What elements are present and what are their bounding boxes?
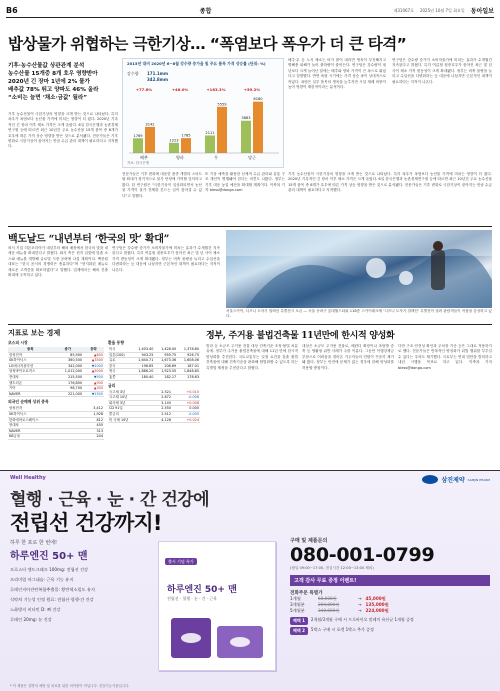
fx-table-cell: 1,848.85 <box>177 369 200 375</box>
arrow-icon: → <box>358 608 362 613</box>
rate-table-cell: CD 91일 <box>108 406 149 412</box>
stock-table-cell: 현대차 <box>8 374 53 380</box>
price-old: 340,000원 <box>318 608 340 613</box>
fx-table-cell: 1,428.00 <box>154 347 177 352</box>
stock-table-wrap <box>8 340 104 440</box>
stock-table-row <box>8 391 104 397</box>
ad-feature-1: 프로스타 앤드크래프 100mg: 전립선 건강 <box>10 567 89 572</box>
section-name: 종합 <box>199 8 212 15</box>
rate-table-row <box>108 417 200 423</box>
foreign-table-title: 외국인 순매매 상위 종목 <box>8 399 49 405</box>
ad-feature-6: 루테인 20mg: 눈 건강 <box>10 617 52 622</box>
rate-table-cell: 콜금리 <box>108 411 149 417</box>
foreign-table-cell: 1,928 <box>78 411 104 417</box>
stock-th-change: 등락 <box>83 347 104 352</box>
fx-table <box>108 347 200 381</box>
stock-table-cell: 삼성전자 <box>8 352 53 358</box>
stock-table-cell: ▲300 <box>83 386 104 392</box>
chart-value-label: 3142 <box>145 122 155 127</box>
ad-intro: 하루 한 포로 한 번에! <box>10 540 58 546</box>
chart-value-label: 1769 <box>133 133 143 138</box>
stock-table-cell: ▲5000 <box>83 369 104 375</box>
stock-table-cell: ▲800 <box>83 352 104 358</box>
rate-table-cell: -0.006 <box>172 395 200 401</box>
fx-table-wrap <box>108 340 200 423</box>
foreign-table-row <box>8 434 104 440</box>
main-headline: 밥상물가 위협하는 극한기상… “폭염보다 폭우가 더 큰 타격” <box>8 35 407 53</box>
rate-table-cell: 2.512 <box>149 411 172 417</box>
rate-table-cell: 2.550 <box>149 406 172 412</box>
page-number: B6 <box>6 6 18 15</box>
benefit-2-label: 혜택 2 <box>290 627 308 635</box>
chart-badge: +59.2% <box>243 87 261 92</box>
price-qty: 1개월 <box>290 596 301 601</box>
sale-tag-text: 출시 기념 특가 <box>165 558 197 565</box>
foreign-table-cell: 313 <box>78 428 104 434</box>
fx-table-row <box>108 374 200 380</box>
call-label: 구매 및 제품문의 <box>290 538 328 544</box>
price-new: 135,000원 <box>365 602 389 607</box>
rate-table-cell: +0.024 <box>172 417 200 423</box>
stock-table-cell: SK하이닉스 <box>8 358 53 364</box>
body-col-2: 연구팀은 강수량 증가가 소비자물가에 미치는 효과가 수개월간 지속된다고 밝혔다. 특히 여름철 집중호우가 잦아진 최근 몇 년 사이 채소 가격 변동성이 크게 확대됐다. 정부는 비축 물량을 늘리고 수입선을 다변화하는 등 대응에 나섰지만 근본적인 대책이 필요하다는 지적이 나온다. <box>392 58 492 84</box>
ad-footnote: * 이 제품은 질병의 예방 및 치료를 위한 의약품이 아닙니다. 건강기능식품입니다. <box>10 684 130 688</box>
rain-2020: 342.8mm <box>147 77 168 82</box>
ad-headline-1: 혈행 · 근육 · 눈 · 간 건강에 <box>10 490 210 510</box>
stock-table-cell: NAVER <box>8 391 53 397</box>
chart-bar-당근-2015 <box>241 121 251 153</box>
ad-feature-4: 식약처 기능성 인정 원료: 전립선·혈행·간 건강 <box>10 597 94 602</box>
foreign-table <box>8 406 104 440</box>
chart-caption: 2015년 대비 2020년 6~8월 강수량 증가율 및 주요 품목 가격 상승률 (단위: %) <box>127 61 266 66</box>
chart-bar-당근-2020 <box>253 102 263 153</box>
stock-table-cell: 셀트리온 <box>8 380 53 386</box>
chart-bar-배추-2015 <box>133 138 143 153</box>
ad-feature-3: 루테인지아잔틴복합추출물: 황반색소밀도 유지 <box>10 587 95 592</box>
chart-value-label: 5559 <box>217 102 227 107</box>
fx-table-cell: 943.25 <box>132 352 155 358</box>
price-old: 204,000원 <box>318 602 340 607</box>
ad-headline-2: 전립선 건강까지! <box>10 511 162 535</box>
chart-category-label: 당근 <box>248 155 256 160</box>
body-col-4: 또 기상 예측을 활용한 선제적 수급 관리와 유통 구조 개선이 병행돼야 한다는 의견도 나왔다. 정부는 기후 대응 농업 예산을 확대할 계획이다. 이축복 기자 bless@donga.com <box>205 172 285 193</box>
phone-number[interactable]: 080-001-0799 <box>290 544 435 566</box>
stock-table-cell: 85,900 <box>53 352 83 358</box>
rate-table-cell: 국고채 10년 <box>108 395 149 401</box>
ad-brand: Well Healthy <box>10 475 46 481</box>
exhibit-photo <box>226 230 492 308</box>
fx-table-cell: 926.75 <box>177 352 200 358</box>
arrow-icon: → <box>358 602 362 607</box>
stock-table-cell: 1,012,000 <box>53 369 83 375</box>
stock-table-cell: 98,700 <box>53 386 83 392</box>
stock-table-cell: 삼성바이오로직스 <box>8 369 53 375</box>
body-col-1: 배추·무 등 노지 채소는 비가 많이 내리면 생육이 부진해지고 병해충 피해가 늘어 출하량이 줄어든다. 연구팀은 강수량이 평년보다 크게 늘어난 달에는 배추와 양파 가격이 큰 폭으로 뛰었다고 설명했다. 반면 폭염 시기에는 가격 상승 폭이 상대적으로 작았다. 폭염은 일부 품목의 생육을 늦추지만 시설 재배 비중이 높아 영향이 제한적이라는 분석이다. <box>288 58 386 90</box>
rate-table-cell: 미 국채 10년 <box>108 417 149 423</box>
fx-table-title: 환율 동향 <box>108 340 124 345</box>
price-new: 45,000원 <box>365 596 386 601</box>
foreign-table-cell: 한화에어로스페이스 <box>8 417 78 423</box>
chart-source: 자료: 한국은행 <box>127 161 149 165</box>
fx-table-cell: 1,378.80 <box>177 347 200 352</box>
fx-table-cell: 959.75 <box>154 352 177 358</box>
pharma-logo <box>422 475 490 484</box>
fx-table-cell: 1,673.36 <box>154 358 177 364</box>
fx-table-cell: 영국 <box>108 369 132 375</box>
package-sub: 전립선 · 혈행 · 눈 · 간 · 근육 <box>167 596 218 601</box>
rate-table-cell: 2.872 <box>149 395 172 401</box>
product-package <box>158 541 276 671</box>
rate-table-cell: 4.128 <box>149 417 172 423</box>
rate-table-cell: -0.005 <box>172 411 200 417</box>
page-header <box>6 4 494 18</box>
rate-table-cell: 국고채 3년 <box>108 390 149 395</box>
fx-table-cell: 182.17 <box>154 374 177 380</box>
price-qty: 3개월분 <box>290 602 305 607</box>
call-hours: (평일 09:00~17:00, 점심시간 12:00~13:00 제외) <box>290 566 374 570</box>
rate-table-cell: 3.145 <box>149 400 172 406</box>
fx-table-cell: 일본(100) <box>108 352 132 358</box>
chart-badge: +163.3% <box>206 87 226 92</box>
price-new: 224,000원 <box>365 608 389 613</box>
body-col-5: 기후 농수산물이 극한기상의 영향을 크게 받는 것으로 나타났다. 특히 폭우가 폭염보다 농산물 가격에 미치는 영향이 더 컸다. 2020년 기록적인 긴 장마 이후 채소 가격은 크게 올랐다. 6일 한국은행과 농촌경제연구원 등에 따르면 최근 10년간 주요 농수산물 15개 품목 중 8개가 호우에 따른 가격 상승 영향을 받은 것으로 분석됐다. 전문가들은 기후 변화로 극한기상이 잦아지는 만큼 수급 관리 대책이 필요하다고 지적했다. <box>288 172 492 193</box>
chart-category-label: 배추 <box>140 155 148 160</box>
side-heads <box>8 62 118 102</box>
sale-tag <box>165 548 197 567</box>
chart-value-label: 3883 <box>241 116 251 121</box>
benefit-2 <box>290 627 490 635</box>
rate-table-cell: +0.010 <box>172 390 200 395</box>
price-old: 68,000원 <box>318 596 337 601</box>
stock-table-cell: 176,800 <box>53 380 83 386</box>
fx-table-cell: 1,403.40 <box>132 347 155 352</box>
chart-bar-무-2015 <box>205 135 215 153</box>
stock-table-cell: 360,500 <box>53 358 83 364</box>
fx-table-cell: 1,640.71 <box>132 358 155 364</box>
chart-bar-무-2020 <box>217 107 227 153</box>
chart-value-label: 2111 <box>205 130 215 135</box>
price-title: 전화주문 특별가 <box>290 591 323 596</box>
issue-meta <box>394 6 494 15</box>
chart-value-label: 1223 <box>169 138 179 143</box>
package-title: 하루엔진 50+ 맨 <box>167 585 237 595</box>
divider-1 <box>8 226 492 227</box>
pharma-name: 삼진제약 <box>441 477 465 484</box>
photo-caption: 서울스카이, 디즈니 도자기 컬렉션 특별전시 오픈 — 서울 송파구 롯데월드타워 118층 스카이데크에 ‘디즈니 도자기 컬렉션’ 특별전이 열려 관람객들이 작품을 감상하고 있다. <box>226 309 492 319</box>
foreign-table-cell: NAVER <box>8 428 78 434</box>
rate-table-title: 금리 <box>108 382 116 388</box>
pharma-sub: SAMJIN PHARM <box>467 477 490 482</box>
rate-table-cell: +0.008 <box>172 400 200 406</box>
ad-product: 하루엔진 50+ 맨 <box>10 551 88 562</box>
fx-table-cell: 미국 <box>108 347 132 352</box>
fx-table-cell: 178.63 <box>177 374 200 380</box>
benefit-2-text: 5박스 구매 시 포켓 1박스 추가 증정 <box>310 627 374 632</box>
stock-table-cell: 342,000 <box>53 363 83 369</box>
arrow-icon: → <box>358 596 362 601</box>
body-col-3: 전문가들은 기후 변화에 대응한 품종 개발과 스마트팜 확대가 장기적으로 물가 안정에 기여할 것이라고 봤다. 한 연구원은 “극한기상이 일상화되면서 농산물 가격이 물가 전체를 흔드는 일이 잦아질 수 있다”고 말했다. <box>122 172 202 198</box>
stock-table-cell: ▲3500 <box>83 358 104 364</box>
stock-table-cell: LG에너지솔루션 <box>8 363 53 369</box>
chart-value-label: 1785 <box>181 133 191 138</box>
ad-feature-list <box>10 565 150 625</box>
data-section-title: 지표로 보는 경제 <box>8 329 61 337</box>
pharma-logo-icon <box>422 475 438 484</box>
stock-table-cell: 기아 <box>8 386 53 392</box>
price-chart-svg <box>125 69 283 165</box>
newspaper-brand: 동아일보 <box>470 8 494 15</box>
stock-table-cell: ▼1500 <box>83 391 104 397</box>
rain-2015: 171.1mm <box>147 71 168 76</box>
benefit-1 <box>290 617 490 625</box>
chart-bar-양파-2020 <box>181 138 191 153</box>
rain-label: 강수량 <box>127 71 139 76</box>
gift-banner: 고객 감사 무료 증정 이벤트! <box>290 575 490 586</box>
third-body-2: 대상은 소규모 주거용 건물로, 베란다 확장이나 옥탑방 증축 등 생활형 위반 사례가 주를 이룬다. 그동안 이행강제금 부담으로 어려움을 겪어온 거주자들의 민원이 꾸준히 제기돼 왔다. 정부는 안전에 문제가 없는 경우에 한해 양성화를 허용할 방침이다. <box>302 344 394 370</box>
issue-date: 2025년 10월 7일 화요일 <box>419 7 465 13</box>
fx-table-cell: 유로 <box>108 358 132 364</box>
chart-bars <box>129 87 279 160</box>
ad-feature-5: 노화방지 비타민 D: 뼈 건강 <box>10 607 61 612</box>
stock-table-cell: 215,500 <box>53 374 83 380</box>
benefit-1-label: 혜택 1 <box>290 617 308 625</box>
chart-bar-배추-2020 <box>145 127 155 153</box>
chart-value-label: 6180 <box>253 97 263 102</box>
fx-table-cell: 206.69 <box>154 363 177 369</box>
side-head-1: 기후·농수산물값 상관관계 분석 <box>8 63 85 69</box>
third-headline: 정부, 주거용 불법건축물 11년만에 한시적 양성화 <box>206 331 395 341</box>
foreign-table-cell: 현대차 <box>8 423 78 429</box>
divider-2 <box>8 324 492 325</box>
second-body-2: 연구팀은 강수량 증가가 소비자물가에 미치는 효과가 수개월간 지속된다고 밝혔다. 특히 여름철 집중호우가 잦아진 최근 몇 년 사이 채소 가격 변동성이 크게 확대됐다. 정부는 비축 물량을 늘리고 수입선을 다변화하는 등 대응에 나섰지만 근본적인 대책이 필요하다는 지적이 나온다. <box>112 246 220 272</box>
capsule-art <box>167 608 269 664</box>
rate-table-cell: 회사채 3년 <box>108 400 149 406</box>
rate-table-cell: 0.000 <box>172 406 200 412</box>
chart-badge: +77.6% <box>135 87 153 92</box>
chart-bar-양파-2015 <box>169 143 179 153</box>
fx-table-cell: 1,923.55 <box>154 369 177 375</box>
stock-th-name: 종목 <box>8 347 53 352</box>
side-head-5: “소비는 늘면 ‘채소·금값’ 될라” <box>8 95 88 101</box>
stock-table <box>8 347 104 397</box>
fx-table-cell: 196.85 <box>132 363 155 369</box>
stock-table-cell: 221,000 <box>53 391 83 397</box>
stock-th-price: 종가 <box>53 347 83 352</box>
stock-table-title: 코스피 시장 <box>8 340 28 345</box>
second-headline: 백도날드 “내년부터 ‘한국의 맛’ 확대” <box>8 234 170 245</box>
exhibit-photo-art <box>226 230 492 308</box>
price-list <box>290 596 490 614</box>
price-qty: 5개월분 <box>290 608 305 613</box>
rate-table-cell: 2.521 <box>149 390 172 395</box>
foreign-table-cell: 812 <box>78 417 104 423</box>
fx-table-cell: 1,886.20 <box>132 369 155 375</box>
advertisement <box>0 470 500 691</box>
foreign-table-cell: KB금융 <box>8 434 78 440</box>
side-body: 기후 농수산물이 극한기상의 영향을 크게 받는 것으로 나타났다. 특히 폭우가 폭염보다 농산물 가격에 미치는 영향이 더 컸다. 2020년 기록적인 긴 장마 이후 채소 가격은 크게 올랐다. 6일 한국은행과 농촌경제연구원 등에 따르면 최근 10년간 주요 농수산물 15개 품목 중 8개가 호우에 따른 가격 상승 영향을 받은 것으로 분석됐다. 전문가들은 기후 변화로 극한기상이 잦아지는 만큼 수급 관리 대책이 필요하다고 지적했다. <box>8 112 118 149</box>
benefit-1-text: 2개월/3개월 구매 시 프로바이오 말레이 유산균 1개월 증정 <box>310 617 414 622</box>
foreign-table-cell: SK하이닉스 <box>8 411 78 417</box>
issue-number: 제31067호 <box>393 7 414 13</box>
fx-table-cell: 187.01 <box>177 363 200 369</box>
foreign-table-cell: 244 <box>78 434 104 440</box>
ad-feature-2: 프리미엄 마그네슘: 근육 기능 유지 <box>10 577 74 582</box>
stock-table-cell: ▼1000 <box>83 363 104 369</box>
fx-table-cell: 180.40 <box>132 374 155 380</box>
third-body-3: 다만 구조 안전성 확인과 주차장 기준 등은 그대로 적용하기로 했다. 전문가들은 반복적인 양성화가 위법 행위를 부추길 수 있다는 우려도 제기했다. 국토부는 연내 법안을 발의하고 내년 시행을 목표로 하고 있다. 이축복 기자 bless@donga.com <box>398 344 492 370</box>
chart-category-label: 양파 <box>176 155 184 160</box>
third-body-1: 빌라 등 소규모 주거용 건물 대상 건축기준 조정·불법 처분 유예. 정부가 주거용 불법건축물에 대해 11년 만에 한시적 양성화를 추진한다. 국토교통부는 일정 요건을 갖춘 불법 건축물에 대해 건축기준을 완화해 합법화할 수 있도록 하는 특별법 제정을 추진한다고 밝혔다. <box>206 344 298 370</box>
side-head-2: 농수산물 15개중 8개 호우 영향받아 <box>8 71 98 77</box>
side-head-3: 2020년 긴 장마 1년에 2% 물가 <box>8 79 90 85</box>
fx-table-cell: 홍콩 <box>108 374 132 380</box>
price-chart-box <box>122 58 284 168</box>
stock-table-cell: ▼500 <box>83 374 104 380</box>
order-panel <box>290 537 490 635</box>
chart-badge: +46.0% <box>171 87 189 92</box>
side-head-4: 배추값 78% 뛰고 양파도 46% 올라 <box>8 87 99 93</box>
foreign-table-cell: 삼성전자 <box>8 406 78 411</box>
fx-table-cell: 중국 <box>108 363 132 369</box>
foreign-table-cell: 3,412 <box>78 406 104 411</box>
foreign-table-cell: 455 <box>78 423 104 429</box>
price-row <box>290 608 490 614</box>
rate-table <box>108 390 200 424</box>
chart-category-label: 무 <box>214 155 218 160</box>
stock-table-cell: ▲900 <box>83 380 104 386</box>
second-body-1: 외식 기업 더본코리아가 내년부터 해외 매장에서 한국의 맛을 내세운 메뉴를 확대한다고 밝혔다. 회사 측은 현지 입맛에 맞춘 소스와 메뉴를 개발해 글로벌 시장 공략에 나설 계획이다. 백종원 대표는 “한국 음식의 경쟁력은 충분하다”며 “현지화된 메뉴로 새로운 고객층을 확보하겠다”고 말했다. 업계에서는 해외 진출 확대에 주목하고 있다. <box>8 246 108 278</box>
fx-table-cell: 1,608.06 <box>177 358 200 364</box>
